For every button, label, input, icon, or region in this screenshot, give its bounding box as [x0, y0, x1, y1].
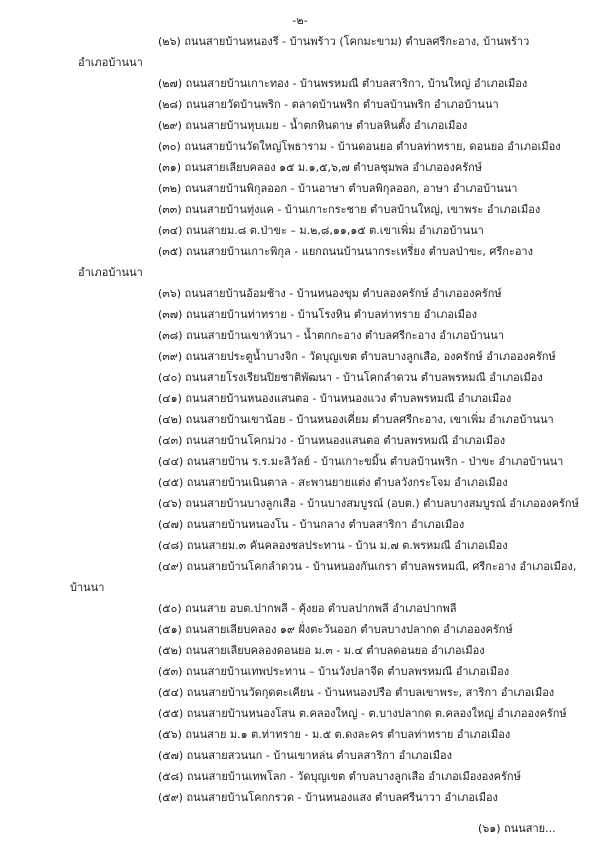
road-item: (๔๙) ถนนสายบ้านโคกลำดวน - บ้านหนองกันเกรา ตำบลพรหมณี, ศรีกะอาง อำเภอเมือง, [158, 560, 577, 573]
road-item: (๓๕) ถนนสายบ้านเกาะพิกุล - แยกถนนบ้านนากระเหรี่ยง ตำบลป่าขะ, ศรีกะอาง [158, 245, 533, 258]
road-item: (๒๖) ถนนสายบ้านหนองรี - บ้านพร้าว (โคกมะขาม) ตำบลศรีกะอาง, บ้านพร้าว [158, 35, 530, 48]
road-item: (๓๒) ถนนสายบ้านพิกุลออก - บ้านอาษา ตำบลพิกุลออก, อาษา อำเภอบ้านนา [158, 182, 518, 195]
road-item: (๕๘) ถนนสายบ้านเทพโลก - วัดบุญเขต ตำบลบางลูกเสือ อำเภอเมืององครักษ์ [158, 770, 521, 783]
road-item: (๓๑) ถนนสายเลียบคลอง ๑๕ ม.๑,๕,๖,๗ ตำบลชุมพล อำเภอองครักษ์ [158, 161, 483, 174]
road-item: (๓๐) ถนนสายบ้านวัดใหญ่โพธาราม - บ้านดอนยอ ตำบลท่าทราย, ดอนยอ อำเภอเมือง [158, 140, 561, 153]
road-item: (๔๘) ถนนสายม.๓ คันคลองชลประทาน - บ้าน ม.๗ ต.พรหมณี อำเภอเมือง [158, 539, 508, 552]
road-item: (๕๒) ถนนสายเลียบคลองดอนยอ ม.๓ - ม.๔ ตำบลดอนยอ อำเภอเมือง [158, 644, 485, 657]
continuation-footer: (๖๑) ถนนสาย... [478, 822, 556, 835]
road-item: (๓๖) ถนนสายบ้านอ้อมช้าง - บ้านหนองขุม ตำบลองครักษ์ อำเภอองครักษ์ [158, 287, 502, 300]
road-item: (๕๕) ถนนสายบ้านหนองโสน ต.คลองใหญ่ - ต.บางปลากด ต.คลองใหญ่ อำเภอองครักษ์ [158, 707, 567, 720]
road-item: (๒๙) ถนนสายบ้านหุบเมย - น้ำตกหินดาษ ตำบลหินตั้ง อำเภอเมือง [158, 119, 468, 132]
road-item: (๔๖) ถนนสายบ้านบางลูกเสือ - บ้านบางสมบูรณ์ (อบต.) ตำบลบางสมบูรณ์ อำเภอองครักษ์ [158, 497, 579, 510]
road-item: (๔๒) ถนนสายบ้านเขาน้อย - บ้านหนองเคี่ยม ตำบลศรีกะอาง, เขาเพิ่ม อำเภอบ้านนา [158, 413, 554, 426]
road-item: (๔๐) ถนนสายโรงเรียนปิยชาติพัฒนา - บ้านโคกลำดวน ตำบลพรหมณี อำเภอเมือง [158, 371, 543, 384]
district-heading-continued: บ้านนา [70, 581, 105, 594]
road-item: (๕๐) ถนนสาย อบต.ปากพลี - คุ้งยอ ตำบลปากพลี อำเภอปากพลี [158, 602, 457, 615]
road-item: (๕๗) ถนนสายสวนนก - บ้านเขาหล่น ตำบลสาริกา อำเภอเมือง [158, 749, 452, 762]
road-item: (๔๑) ถนนสายบ้านหนองแสนตอ - บ้านหนองแวง ตำบลพรหมณี อำเภอเมือง [158, 392, 512, 405]
road-item: (๓๙) ถนนสายประตูน้ำบางจิก - วัดบุญเขต ตำบลบางลูกเสือ, องครักษ์ อำเภอองครักษ์ [158, 350, 556, 363]
road-item: (๕๖) ถนนสาย ม.๑ ต.ท่าทราย - ม.๕ ต.ดงละคร ตำบลท่าทราย อำเภอเมือง [158, 728, 511, 741]
road-item: (๕๔) ถนนสายบ้านวัดกุดตะเคียน - บ้านหนองปรือ ตำบลเขาพระ, สาริกา อำเภอเมือง [158, 686, 555, 699]
road-item: (๔๕) ถนนสายบ้านเนินตาล - สะพานยายแต่ง ตำบลวังกระโจม อำเภอเมือง [158, 476, 508, 489]
road-item: (๓๓) ถนนสายบ้านทุ่งแค - บ้านเกาะกระชาย ตำบลบ้านใหญ่, เขาพระ อำเภอเมือง [158, 203, 541, 216]
road-item: (๔๔) ถนนสายบ้าน ร.ร.มะลิวัลย์ - บ้านเกาะขมิ้น ตำบลบ้านพริก - ป่าขะ อำเภอบ้านนา [158, 455, 564, 468]
road-item: (๓๔) ถนนสายม.๘ ต.ป่าขะ – ม.๒,๘,๑๑,๑๕ ต.เขาเพิ่ม อำเภอบ้านนา [158, 224, 484, 237]
road-item: (๔๓) ถนนสายบ้านโคกม่วง - บ้านหนองแสนตอ ตำบลพรหมณี อำเภอเมือง [158, 434, 506, 447]
district-heading: อำเภอบ้านนา [78, 56, 143, 69]
district-heading: อำเภอบ้านนา [78, 266, 143, 279]
road-item: (๓๘) ถนนสายบ้านเขาหัวนา - น้ำตกกะอาง ตำบลศรีกะอาง อำเภอบ้านนา [158, 329, 504, 342]
road-item: (๔๗) ถนนสายบ้านหนองโน - บ้านกลาง ตำบลสาริกา อำเภอเมือง [158, 518, 465, 531]
road-item: (๓๗) ถนนสายบ้านท่าทราย - บ้านโรงหิน ตำบลท่าทราย อำเภอเมือง [158, 308, 478, 321]
page-number: -๒- [292, 14, 308, 27]
road-item: (๕๙) ถนนสายบ้านโคกกรวด - บ้านหนองแสง ตำบลศรีนาวา อำเภอเมือง [158, 791, 498, 804]
road-item: (๒๘) ถนนสายวัดบ้านพริก - ตลาดบ้านพริก ตำบลบ้านพริก อำเภอบ้านนา [158, 98, 499, 111]
road-item: (๕๓) ถนนสายบ้านเทพประทาน – บ้านวังปลาจีด ตำบลพรหมณี อำเภอเมือง [158, 665, 510, 678]
road-item: (๒๗) ถนนสายบ้านเกาะทอง - บ้านพรหมณี ตำบลสาริกา, บ้านใหญ่ อำเภอเมือง [158, 77, 528, 90]
road-item: (๕๑) ถนนสายเลียบคลอง ๑๙ ฝั่งตะวันออก ตำบลบางปลากด อำเภอองครักษ์ [158, 623, 513, 636]
